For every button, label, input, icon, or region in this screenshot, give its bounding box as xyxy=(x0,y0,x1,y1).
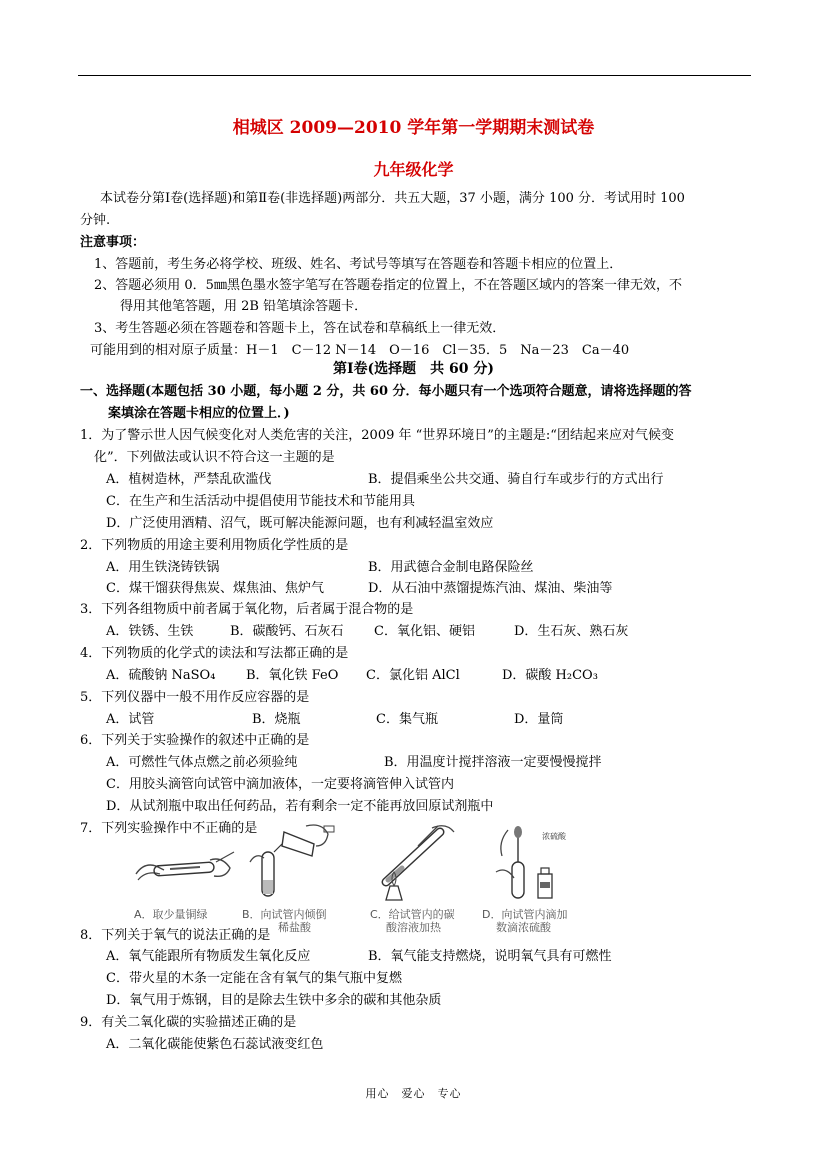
q6-option-d: D．从试剂瓶中取出任何药品，若有剩余一定不能再放回原试剂瓶中 xyxy=(106,799,494,814)
figure-b xyxy=(242,822,354,934)
q4-option-d: D．碳酸 H₂CO₃ xyxy=(502,668,598,683)
q8-option-c: C．带火星的木条一定能在含有氧气的集气瓶中复燃 xyxy=(106,971,402,986)
q1-option-a: A．植树造林，严禁乱砍滥伐 xyxy=(106,472,272,487)
q6-option-b: B．用温度计搅拌溶液一定要慢慢搅拌 xyxy=(384,755,602,770)
caption-d-1: D．向试管内滴加 xyxy=(482,908,568,921)
intro-line-2: 分钟. xyxy=(80,213,111,228)
part-1-instructions-b: 案填涂在答题卡相应的位置上．) xyxy=(108,406,290,421)
figure-c xyxy=(366,822,478,934)
q2-option-c: C．煤干馏获得焦炭、煤焦油、焦炉气 xyxy=(106,581,324,596)
question-2: 2．下列物质的用途主要利用物质化学性质的是 xyxy=(80,538,349,553)
question-5: 5．下列仪器中一般不用作反应容器的是 xyxy=(80,690,310,705)
question-8: 8．下列关于氧气的说法正确的是 xyxy=(80,928,271,943)
atomic-masses: 可能用到的相对原子质量：H－1 C－12 N－14 O－16 Cl－35．5 Na－23 Ca－40 xyxy=(90,343,630,358)
question-1-a: 1．为了警示世人因气候变化对人类危害的关注，2009 年 “世界环境日”的主题是:“团结起来应对气候变 xyxy=(80,428,674,443)
q6-option-c: C．用胶头滴管向试管中滴加液体，一定要将滴管伸入试管内 xyxy=(106,777,454,792)
q4-option-a: A．硫酸钠 NaSO₄ xyxy=(106,668,216,683)
q3-option-c: C．氧化铝、硬铝 xyxy=(374,624,475,639)
exam-title: 相城区 2009—2010 学年第一学期期末测试卷 xyxy=(232,118,595,138)
caption-c-2: 酸溶液加热 xyxy=(386,921,441,934)
q7-figure xyxy=(130,822,580,934)
hands-test-tube-icon xyxy=(130,822,242,902)
section-title: 第Ⅰ卷(选择题 共 60 分) xyxy=(332,361,495,377)
header-rule xyxy=(78,75,751,76)
q5-option-d: D．量筒 xyxy=(514,712,564,727)
q3-option-d: D．生石灰、熟石灰 xyxy=(514,624,629,639)
caption-c-1: C．给试管内的碳 xyxy=(370,908,455,921)
page-footer: 用心 爱心 专心 xyxy=(365,1087,462,1100)
question-6: 6．下列关于实验操作的叙述中正确的是 xyxy=(80,733,310,748)
q2-option-b: B．用武德合金制电路保险丝 xyxy=(368,560,534,575)
q5-option-b: B．烧瓶 xyxy=(252,712,301,727)
note-2a: 2、答题必须用 0．5㎜黑色墨水签字笔写在答题卷指定的位置上，不在答题区域内的答案一律无效，不 xyxy=(94,278,682,293)
question-3: 3．下列各组物质中前者属于氧化物，后者属于混合物的是 xyxy=(80,602,414,617)
q3-option-b: B．碳酸钙、石灰石 xyxy=(230,624,344,639)
q9-option-a: A．二氧化碳能使紫色石蕊试液变红色 xyxy=(106,1037,324,1052)
dropper-sulfuric-acid-icon xyxy=(482,822,594,902)
q5-option-a: A．试管 xyxy=(106,712,155,727)
q8-option-a: A．氧气能跟所有物质发生氧化反应 xyxy=(106,949,311,964)
question-9: 9．有关二氧化碳的实验描述正确的是 xyxy=(80,1015,297,1030)
q2-option-d: D．从石油中蒸馏提炼汽油、煤油、柴油等 xyxy=(368,581,613,596)
q8-option-b: B．氧气能支持燃烧，说明氧气具有可燃性 xyxy=(368,949,612,964)
question-7: 7．下列实验操作中不正确的是 xyxy=(80,821,258,836)
note-3: 3、考生答题必须在答题卷和答题卡上，答在试卷和草稿纸上一律无效． xyxy=(94,321,506,336)
figure-d xyxy=(482,822,594,934)
exam-subtitle: 九年级化学 xyxy=(373,160,454,179)
heating-test-tube-icon xyxy=(366,822,486,902)
question-1-b: 化”．下列做法或认识不符合这一主题的是 xyxy=(94,450,335,465)
part-1-instructions-a: 一、选择题(本题包括 30 小题，每小题 2 分，共 60 分．每小题只有一个选项符合题意，请将选择题的答 xyxy=(80,384,692,399)
q6-option-a: A．可燃性气体点燃之前必须验纯 xyxy=(106,755,298,770)
notes-heading: 注意事项： xyxy=(80,235,146,250)
caption-b-1: B．向试管内倾倒 xyxy=(242,908,327,921)
q5-option-c: C．集气瓶 xyxy=(376,712,438,727)
bottle-label: 浓硫酸 xyxy=(542,832,566,841)
note-1: 1、答题前，考生务必将学校、班级、姓名、考试号等填写在答题卷和答题卡相应的位置上． xyxy=(94,257,623,272)
note-2b: 得用其他笔答题，用 2B 铅笔填涂答题卡． xyxy=(120,299,368,314)
q4-option-c: C．氯化铝 AlCl xyxy=(366,668,460,683)
q3-option-a: A．铁锈、生铁 xyxy=(106,624,194,639)
pouring-acid-icon xyxy=(242,822,354,902)
q2-option-a: A．用生铁浇铸铁锅 xyxy=(106,560,220,575)
q1-option-d: D．广泛使用酒精、沼气，既可解决能源问题，也有利减轻温室效应 xyxy=(106,516,494,531)
q1-option-c: C．在生产和生活活动中提倡使用节能技术和节能用具 xyxy=(106,494,415,509)
q4-option-b: B．氧化铁 FeO xyxy=(246,668,339,683)
q1-option-b: B．提倡乘坐公共交通、骑自行车或步行的方式出行 xyxy=(368,472,664,487)
q8-option-d: D．氧气用于炼钢，目的是除去生铁中多余的碳和其他杂质 xyxy=(106,993,442,1008)
caption-a: A．取少量铜绿 xyxy=(134,908,208,921)
caption-b-2: 稀盐酸 xyxy=(278,921,311,934)
figure-a xyxy=(130,822,242,934)
caption-d-2: 数滴浓硫酸 xyxy=(496,921,551,934)
intro-line-1: 本试卷分第Ⅰ卷(选择题)和第Ⅱ卷(非选择题)两部分．共五大题，37 小题，满分 100 分．考试用时 100 xyxy=(100,191,685,206)
question-4: 4．下列物质的化学式的读法和写法都正确的是 xyxy=(80,646,349,661)
